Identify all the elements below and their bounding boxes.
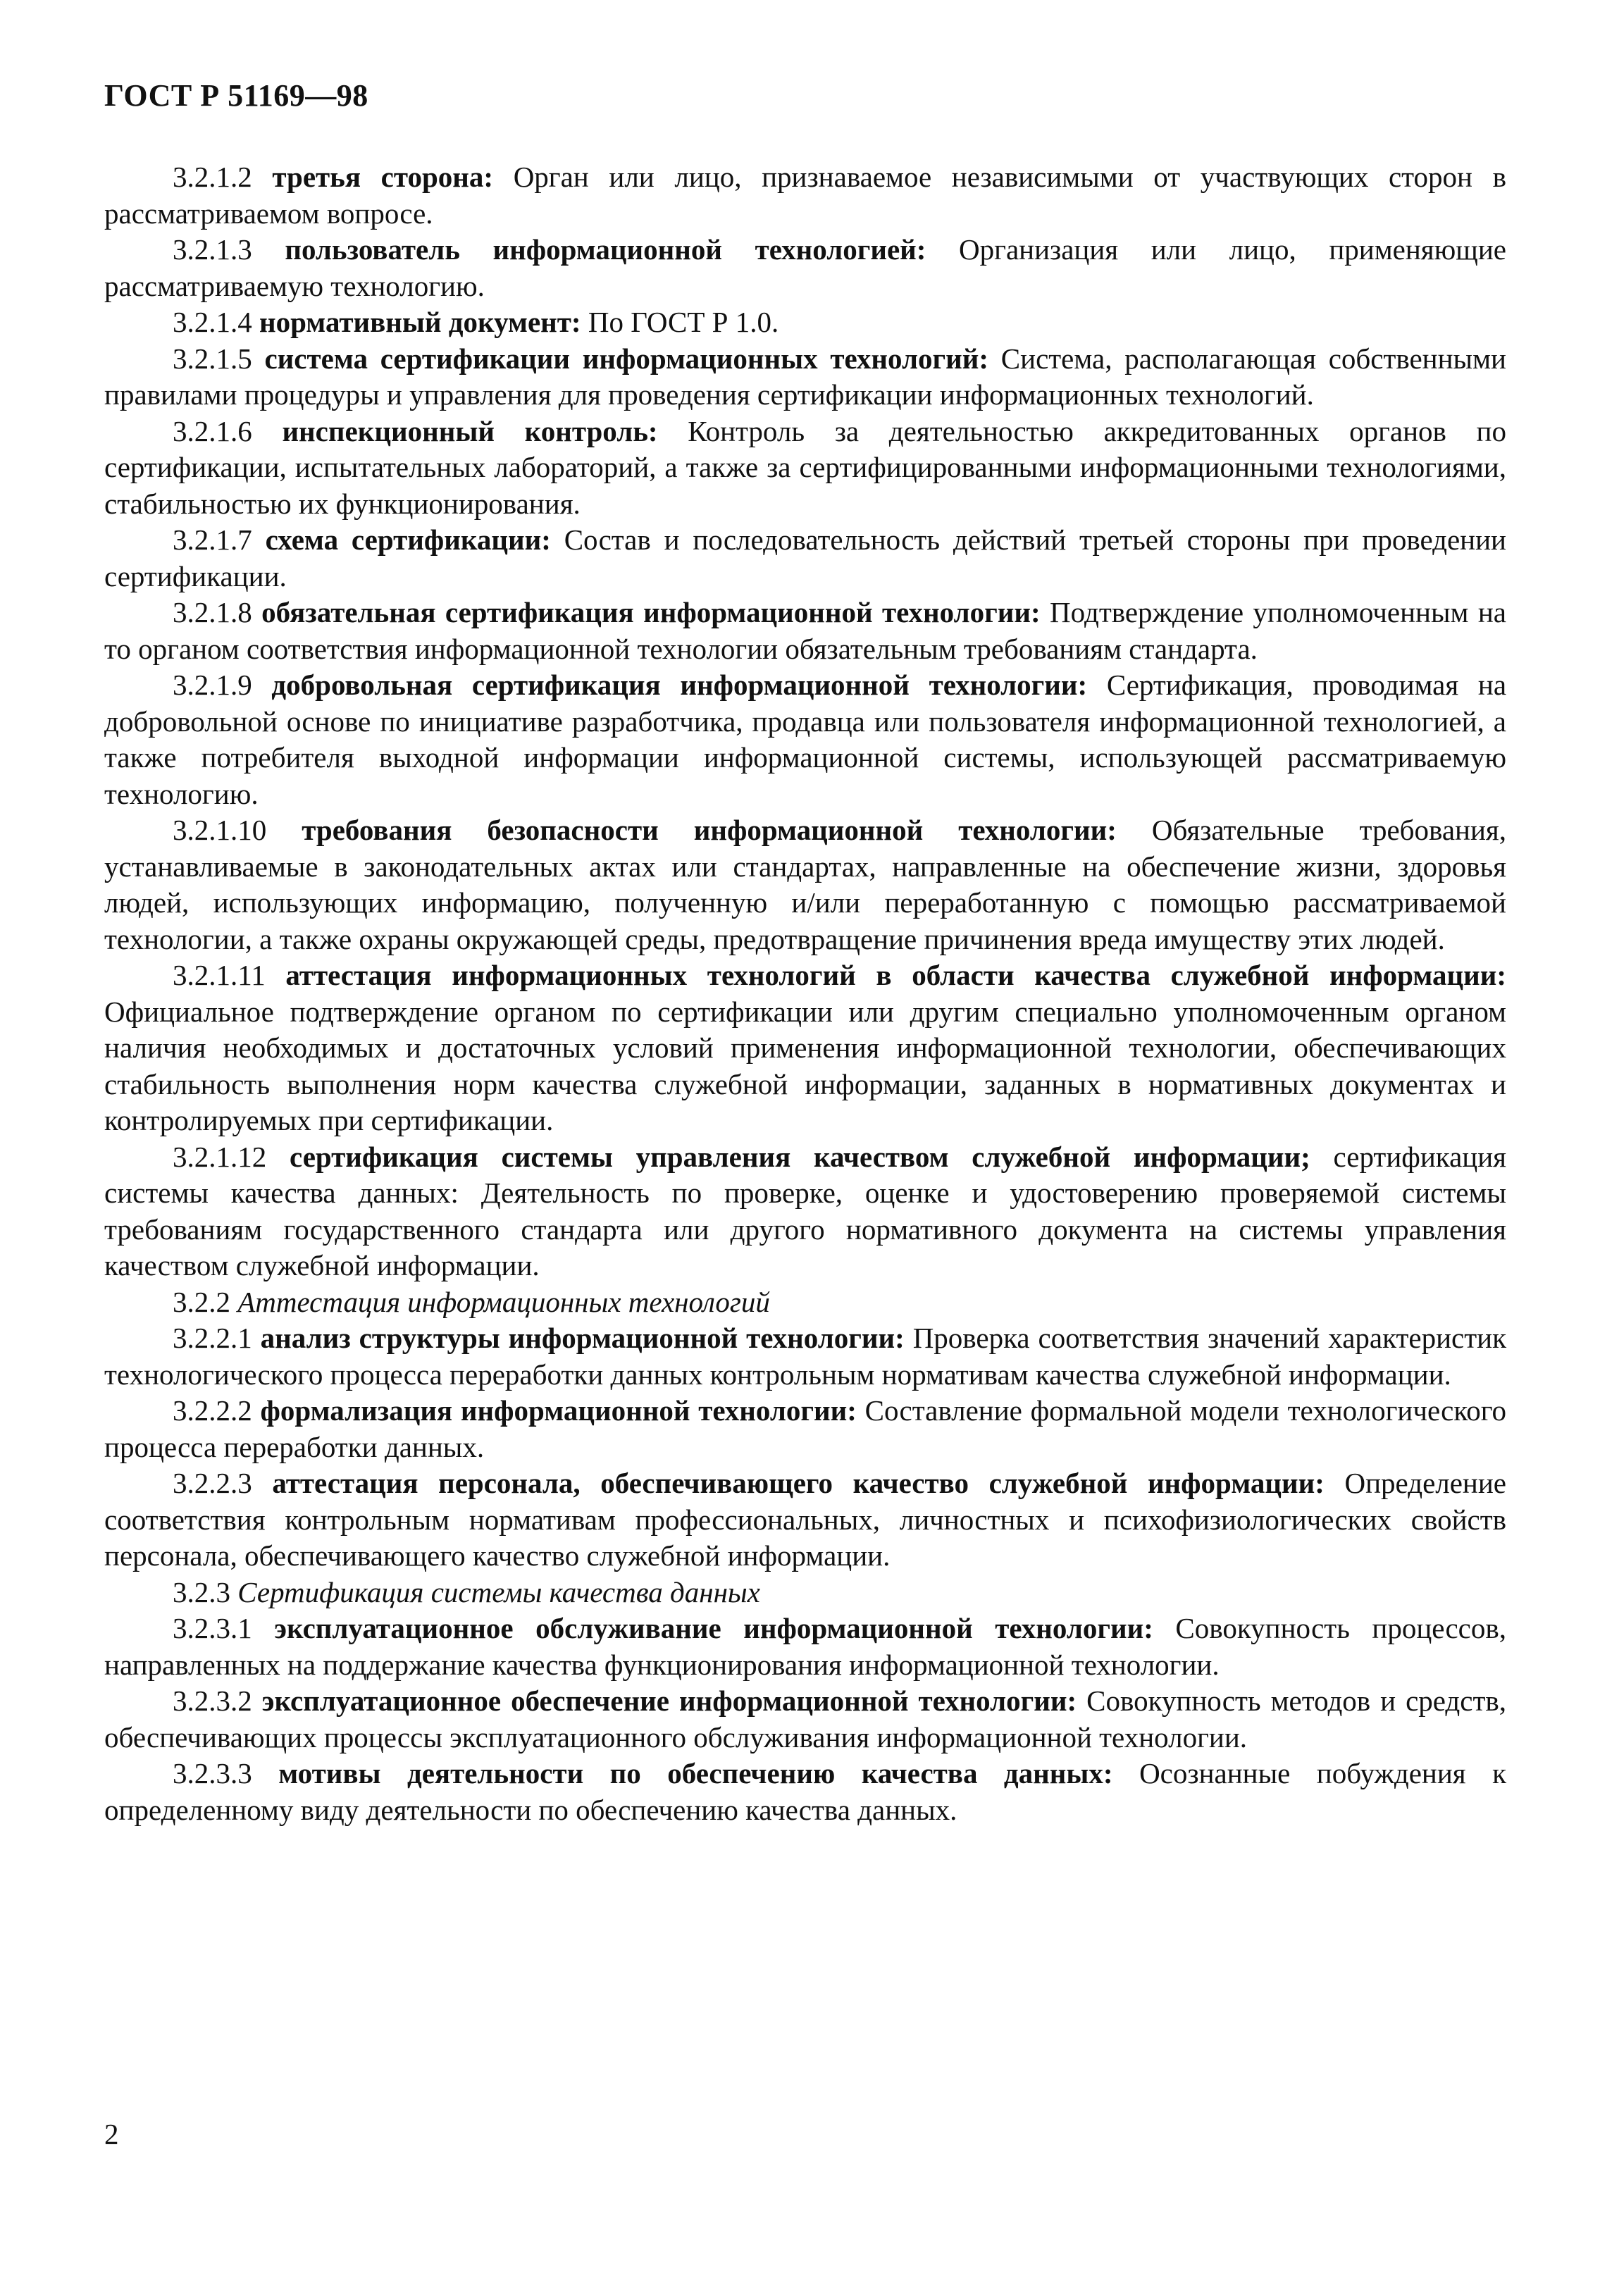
clause-term: нормативный документ: — [259, 306, 581, 338]
clause-term: мотивы деятельности по обеспечению качества данных: — [278, 1757, 1113, 1789]
clause-term: обязательная сертификация информационной технологии: — [261, 596, 1041, 628]
clause-text: Состав и последовательность действий третьей стороны при проведении сертификации. — [104, 523, 1506, 592]
clause-paragraph — [104, 304, 1506, 341]
clause-paragraph — [104, 1611, 1506, 1683]
clause-paragraph — [104, 667, 1506, 812]
page-number: 2 — [104, 2118, 119, 2150]
document-body — [104, 159, 1506, 1828]
clause-number: 3.2.2.2 — [173, 1394, 252, 1427]
clause-text: Подтверждение уполномоченным на то органом соответствия информационной технологии обязательным требованиям стандарта. — [104, 596, 1506, 665]
clause-paragraph — [104, 1139, 1506, 1284]
clause-number: 3.2.1.12 — [173, 1140, 267, 1173]
clause-text: Обязательные требования, устанавливаемые в законодательных актах или стандартах, направленные на обеспечение жизни, здоровья людей, использующих информацию, полученную и/или переработанную с помощью рассматриваемой технологии, а также охраны окружающей среды, предотвращение причинения вреда имуществу этих людей. — [104, 814, 1507, 955]
clause-term: аттестация информационных технологий в области качества служебной информации: — [285, 959, 1506, 991]
clause-text: Орган или лицо, признаваемое независимыми от участвующих сторон в рассматриваемом вопросе. — [104, 161, 1506, 230]
clause-paragraph — [104, 595, 1506, 667]
clause-paragraph — [104, 1393, 1506, 1465]
subsection-heading — [104, 1575, 1506, 1611]
clause-term: схема сертификации: — [265, 523, 551, 556]
clause-paragraph — [104, 522, 1506, 595]
clause-text: Составление формальной модели технологического процесса переработки данных. — [104, 1394, 1507, 1463]
clause-number: 3.2.1.9 — [173, 669, 252, 701]
clause-term: анализ структуры информационной технологии: — [260, 1322, 905, 1354]
clause-number: 3.2.1.8 — [173, 596, 252, 628]
clause-paragraph — [104, 232, 1506, 304]
clause-term: третья сторона: — [272, 161, 494, 193]
subsection-title: Сертификация системы качества данных — [237, 1575, 760, 1608]
clause-text: сертификация системы качества данных: Деятельность по проверке, оценке и удостоверению проверяемой системы требованиям государственного стандарта или другого нормативного документа на системы управления качеством служебной информации. — [104, 1140, 1507, 1282]
clause-text: Определение соответствия контрольным нормативам профессиональных, личностных и психофизиологических свойств персонала, обеспечивающего качество служебной информации. — [104, 1467, 1507, 1572]
clause-number: 3.2.1.4 — [173, 306, 252, 338]
clause-paragraph — [104, 1465, 1506, 1575]
clause-number: 3.2.1.10 — [173, 814, 267, 846]
subsection-number: 3.2.2 — [173, 1285, 230, 1318]
clause-text: Официальное подтверждение органом по сертификации или другим специально уполномоченным органом наличия необходимых и достаточных условий применения информационной технологии, обеспечивающих стабильность выполнения норм качества служебной информации, заданных в нормативных документах и контролируемых при сертификации. — [104, 995, 1506, 1136]
clause-number: 3.2.1.5 — [173, 342, 252, 375]
clause-term: система сертификации информационных технологий: — [264, 342, 989, 375]
clause-number: 3.2.3.1 — [173, 1612, 252, 1644]
subsection-heading — [104, 1284, 1506, 1321]
clause-term: добровольная сертификация информационной технологии: — [271, 669, 1088, 701]
clause-number: 3.2.3.2 — [173, 1684, 252, 1717]
clause-text: Организация или лицо, применяющие рассматриваемую технологию. — [104, 233, 1506, 302]
clause-text: Осознанные побуждения к определенному виду деятельности по обеспечению качества данных. — [104, 1757, 1507, 1826]
subsection-number: 3.2.3 — [173, 1575, 230, 1608]
clause-text: Проверка соответствия значений характеристик технологического процесса переработки данных контрольным нормативам качества служебной информации. — [104, 1322, 1507, 1391]
clause-number: 3.2.1.3 — [173, 233, 252, 266]
clause-text: Совокупность процессов, направленных на поддержание качества функционирования информационной технологии. — [104, 1612, 1506, 1681]
clause-number: 3.2.2.1 — [173, 1322, 252, 1354]
clause-paragraph — [104, 341, 1506, 414]
document-page — [104, 0, 1506, 2296]
clause-number: 3.2.1.7 — [173, 523, 252, 556]
clause-term: требования безопасности информационной технологии: — [302, 814, 1117, 846]
clause-term: эксплуатационное обеспечение информационной технологии: — [261, 1684, 1077, 1717]
clause-text: Совокупность методов и средств, обеспечивающих процессы эксплуатационного обслуживания информационной технологии. — [104, 1684, 1507, 1754]
clause-text: Система, располагающая собственными правилами процедуры и управления для проведения сертификации информационных технологий. — [104, 342, 1506, 411]
clause-term: сертификация системы управления качеством служебной информации; — [290, 1140, 1310, 1173]
clause-paragraph — [104, 957, 1506, 1139]
clause-paragraph — [104, 812, 1506, 957]
clause-paragraph — [104, 1320, 1506, 1393]
clause-number: 3.2.1.6 — [173, 414, 252, 447]
clause-term: инспекционный контроль: — [282, 414, 658, 447]
clause-paragraph — [104, 414, 1506, 523]
clause-number: 3.2.1.2 — [173, 161, 252, 193]
clause-number: 3.2.3.3 — [173, 1757, 252, 1789]
clause-number: 3.2.2.3 — [173, 1467, 252, 1499]
clause-text: По ГОСТ Р 1.0. — [588, 306, 779, 338]
clause-text: Сертификация, проводимая на добровольной основе по инициативе разработчика, продавца или пользователя информационной технологией, а также потребителя выходной информации информационной системы, использующей рассматриваемую технологию. — [104, 669, 1507, 810]
clause-term: эксплуатационное обслуживание информационной технологии: — [274, 1612, 1153, 1644]
clause-paragraph — [104, 1756, 1506, 1828]
clause-text: Контроль за деятельностью аккредитованных органов по сертификации, испытательных лабораторий, а также за сертифицированными информационными технологиями, стабильностью их функционирования. — [104, 414, 1506, 520]
subsection-title: Аттестация информационных технологий — [237, 1285, 770, 1318]
clause-term: формализация информационной технологии: — [260, 1394, 857, 1427]
clause-number: 3.2.1.11 — [173, 959, 266, 991]
clause-paragraph — [104, 1683, 1506, 1756]
clause-paragraph — [104, 159, 1506, 232]
clause-term: аттестация персонала, обеспечивающего качество служебной информации: — [272, 1467, 1325, 1499]
document-code-header: ГОСТ Р 51169—98 — [104, 78, 368, 113]
clause-term: пользователь информационной технологией: — [285, 233, 926, 266]
